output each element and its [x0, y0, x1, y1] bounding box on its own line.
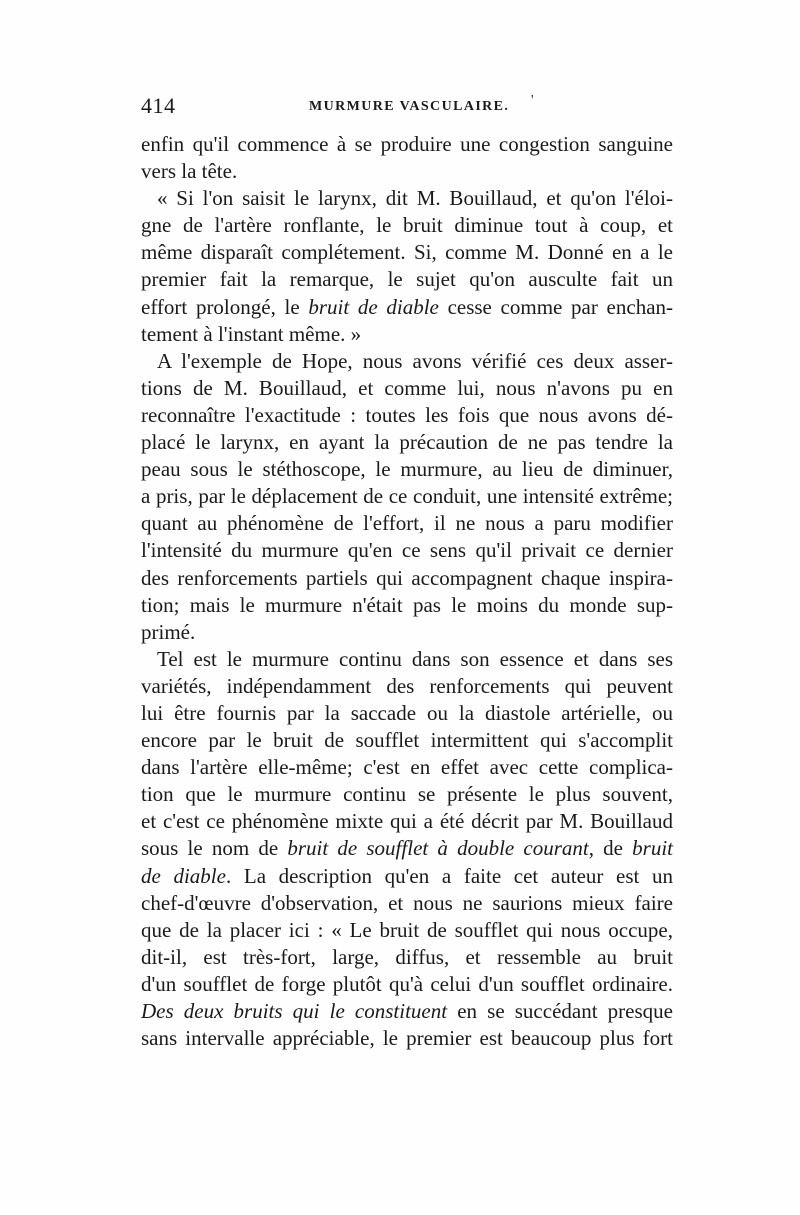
- page-number: 414: [141, 93, 176, 118]
- running-title: MURMURE VASCULAIRE.: [309, 99, 510, 114]
- text-line: [141, 239, 673, 266]
- text-line: [141, 131, 673, 158]
- text-segment: lui être fournis par la saccade ou la diastole artérielle, ou: [141, 700, 673, 725]
- text-segment: peau sous le stéthoscope, le murmure, au lieu de diminuer,: [141, 457, 673, 482]
- text-segment: A l'exemple de Hope, nous avons vérifié ces deux asser-: [157, 348, 673, 373]
- text-segment: variétés, indépendamment des renforcements qui peuvent: [141, 673, 673, 698]
- text-line: [141, 456, 673, 483]
- text-line: [141, 185, 673, 212]
- text-line: [141, 158, 673, 185]
- text-segment: sous le nom de: [141, 836, 288, 861]
- text-line: [141, 971, 673, 998]
- text-segment: placé le larynx, en ayant la précaution de ne pas tendre la: [141, 430, 673, 455]
- text-line: [141, 429, 673, 456]
- italic-text-segment: de diable: [141, 863, 226, 888]
- text-line: [141, 835, 673, 862]
- text-segment: primé.: [141, 619, 196, 644]
- text-line: [141, 483, 673, 510]
- text-segment: tions de M. Bouillaud, et comme lui, nous n'avons pu en: [141, 375, 673, 400]
- text-segment: quant au phénomène de l'effort, il ne nous a paru modifier: [141, 511, 673, 536]
- text-segment: cesse comme par enchan-: [438, 294, 674, 319]
- text-segment: . La description qu'en a faite cet auteur est un: [225, 863, 674, 888]
- text-line: [141, 781, 673, 808]
- text-line: [141, 998, 673, 1025]
- text-segment: sans intervalle appréciable, le premier est beaucoup plus fort: [141, 1026, 673, 1051]
- text-segment: gne de l'artère ronflante, le bruit diminue tout à coup, et: [141, 213, 673, 238]
- text-segment: reconnaître l'exactitude : toutes les fois que nous avons dé-: [141, 402, 673, 427]
- text-segment: tion; mais le murmure n'était pas le moins du monde sup-: [141, 592, 673, 617]
- text-line: [141, 510, 673, 537]
- text-segment: que de la placer ici : « Le bruit de soufflet qui nous occupe,: [141, 917, 673, 942]
- text-segment: l'intensité du murmure qu'en ce sens qu'il privait ce dernier: [141, 538, 673, 563]
- text-segment: en se succédant presque: [447, 999, 673, 1023]
- running-head-mark: ': [531, 93, 534, 108]
- text-line: [141, 890, 673, 917]
- text-segment: premier fait la remarque, le sujet qu'on ausculte fait un: [141, 267, 673, 292]
- italic-text-segment: bruit: [632, 836, 674, 861]
- text-line: [141, 592, 673, 619]
- text-segment: effort prolongé, le: [141, 294, 309, 319]
- text-line: [141, 646, 673, 673]
- text-line: [141, 754, 673, 781]
- text-line: [141, 375, 673, 402]
- text-segment: vers la tête.: [141, 159, 238, 184]
- text-line: [141, 917, 673, 944]
- body-text: [141, 131, 673, 1052]
- text-segment: d'un soufflet de forge plutôt qu'à celui d'un soufflet ordinaire.: [141, 971, 673, 996]
- italic-text-segment: bruit de soufflet à double courant: [287, 836, 589, 861]
- text-line: [141, 700, 673, 727]
- text-segment: enfin qu'il commence à se produire une congestion sanguine: [141, 132, 673, 156]
- text-line: [141, 294, 673, 321]
- text-segment: , de: [588, 836, 633, 861]
- text-segment: et c'est ce phénomène mixte qui a été décrit par M. Bouillaud: [141, 809, 673, 834]
- text-line: [141, 266, 673, 293]
- text-line: [141, 863, 673, 890]
- text-line: [141, 212, 673, 239]
- text-line: [141, 808, 673, 835]
- text-segment: encore par le bruit de soufflet intermittent qui s'accomplit: [141, 728, 673, 753]
- text-line: [141, 321, 673, 348]
- text-line: [141, 537, 673, 564]
- text-segment: a pris, par le déplacement de ce conduit, une intensité extrême;: [141, 484, 673, 509]
- text-segment: « Si l'on saisit le larynx, dit M. Bouillaud, et qu'on l'éloi-: [157, 186, 673, 211]
- text-line: [141, 1025, 673, 1052]
- text-line: [141, 944, 673, 971]
- text-line: [141, 565, 673, 592]
- text-segment: dit-il, est très-fort, large, diffus, et ressemble au bruit: [141, 944, 673, 969]
- text-segment: chef-d'œuvre d'observation, et nous ne saurions mieux faire: [141, 890, 673, 915]
- text-segment: même disparaît complétement. Si, comme M. Donné en a le: [141, 240, 673, 265]
- italic-text-segment: bruit de diable: [308, 294, 439, 319]
- text-segment: tion que le murmure continu se présente le plus souvent,: [141, 782, 673, 807]
- running-head: [141, 93, 673, 123]
- text-line: [141, 727, 673, 754]
- text-segment: tement à l'instant même. »: [141, 321, 362, 346]
- text-segment: des renforcements partiels qui accompagnent chaque inspira-: [141, 565, 673, 590]
- text-segment: dans l'artère elle-même; c'est en effet avec cette complica-: [141, 755, 673, 780]
- text-line: [141, 619, 673, 646]
- text-segment: Tel est le murmure continu dans son essence et dans ses: [157, 646, 673, 671]
- text-line: [141, 673, 673, 700]
- italic-text-segment: Des deux bruits qui le constituent: [141, 999, 448, 1023]
- text-line: [141, 402, 673, 429]
- text-line: [141, 348, 673, 375]
